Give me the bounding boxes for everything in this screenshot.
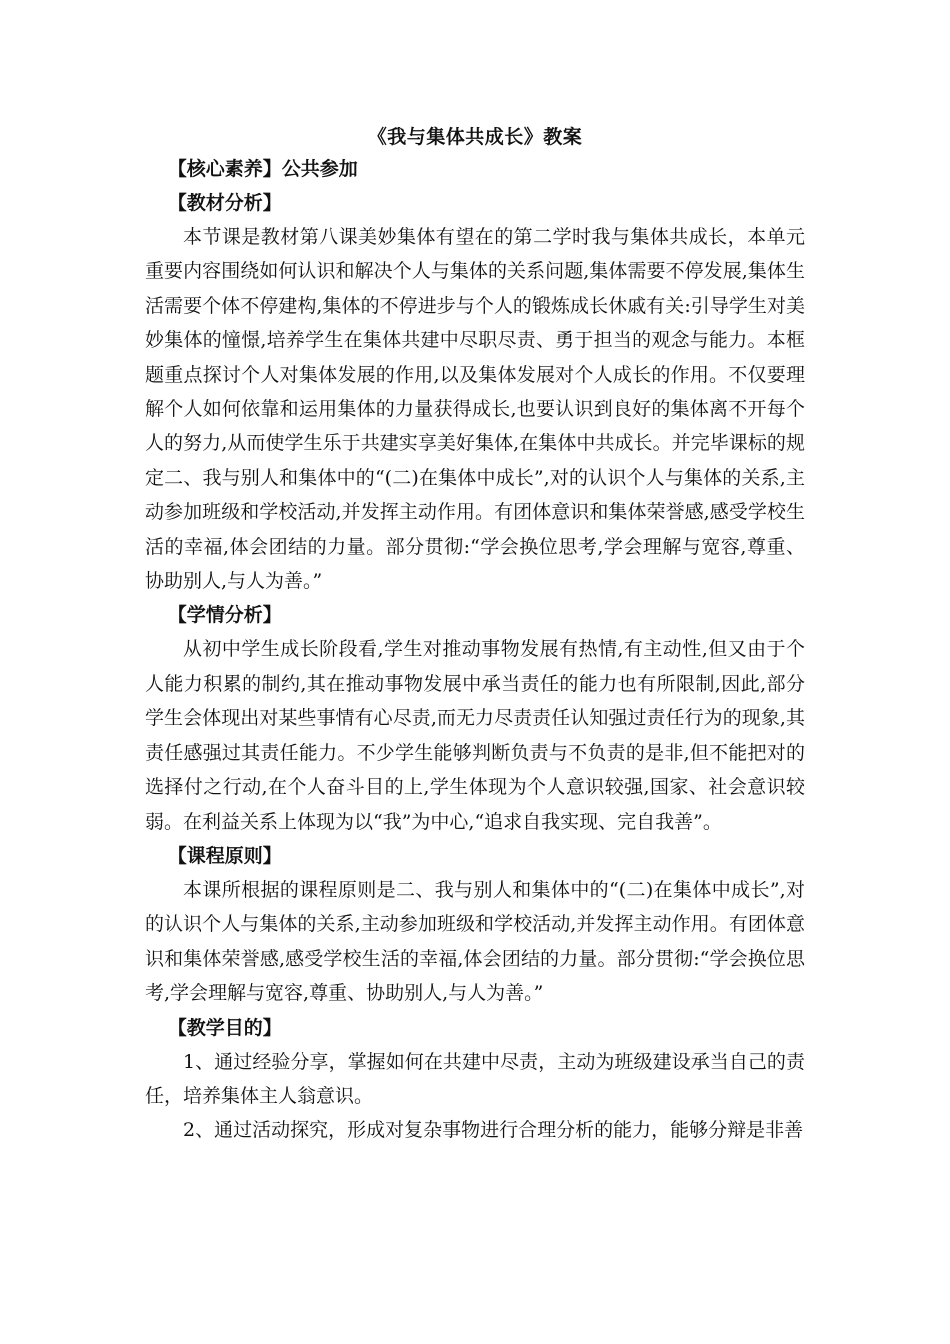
teaching-aim-item-2: 2、通过活动探究，形成对复杂事物进行合理分析的能力，能够分辩是非善 xyxy=(183,1119,804,1142)
paragraph-curriculum-principle: 本课所根据的课程原则是二、我与别人和集体中的“(二)在集体中成长”,对的认识个人与集体的关系,主动参加班级和学校活动,并发挥主动作用。有团体意识和集体荣誉感,感受学校生活的幸福,体会团结的力量。部分贯彻:“学会换位思考,学会理解与宽容,尊重、协助别人,与人为善。” xyxy=(145,878,805,1005)
heading-core-literacy: 【核心素养】公共参加 xyxy=(167,158,358,180)
paragraph-student-analysis: 从初中学生成长阶段看,学生对推动事物发展有热情,有主动性,但又由于个人能力积累的制约,其在推动事物发展中承当责任的能力也有所限制,因此,部分学生会体现出对某些事情有心尽责,而无力尽责责任认知强过责任行为的现象,其责任感强过其责任能力。不少学生能够判断负责与不负责的是非,但不能把对的选择付之行动,在个人奋斗目的上,学生体现为个人意识较强,国家、社会意识较弱。在利益关系上体现为以“我”为中心,“追求自我实现、完自我善”。 xyxy=(145,638,805,833)
heading-material-analysis: 【教材分析】 xyxy=(167,192,282,214)
heading-student-analysis: 【学情分析】 xyxy=(167,604,282,627)
heading-curriculum-principle: 【课程原则】 xyxy=(167,844,282,867)
heading-teaching-aims: 【教学目的】 xyxy=(167,1016,282,1039)
teaching-aim-item-1: 1、通过经验分享，掌握如何在共建中尽责，主动为班级建设承当自己的责任，培养集体主人翁意识。 xyxy=(145,1050,805,1107)
document-body xyxy=(145,152,805,1148)
paragraph-material-analysis: 本节课是教材第八课美妙集体有望在的第二学时我与集体共成长，本单元重要内容围绕如何认识和解决个人与集体的关系问题,集体需要不停发展,集体生活需要个体不停建构,集体的不停进步与个人的锻炼成长休戚有关:引导学生对美妙集体的憧憬,培养学生在集体共建中尽职尽责、勇于担当的观念与能力。本框题重点探讨个人对集体发展的作用,以及集体发展对个人成长的作用。不仅要理解个人如何依靠和运用集体的力量获得成长,也要认识到良好的集体离不开每个人的努力,从而使学生乐于共建实享美好集体,在集体中共成长。并完毕课标的规定二、我与别人和集体中的“(二)在集体中成长”,对的认识个人与集体的关系,主动参加班级和学校活动,并发挥主动作用。有团体意识和集体荣誉感,感受学校生活的幸福,体会团结的力量。部分贯彻:“学会换位思考,学会理解与宽容,尊重、协助别人,与人为善。” xyxy=(145,226,805,593)
document-title: 《我与集体共成长》教案 xyxy=(367,126,583,148)
